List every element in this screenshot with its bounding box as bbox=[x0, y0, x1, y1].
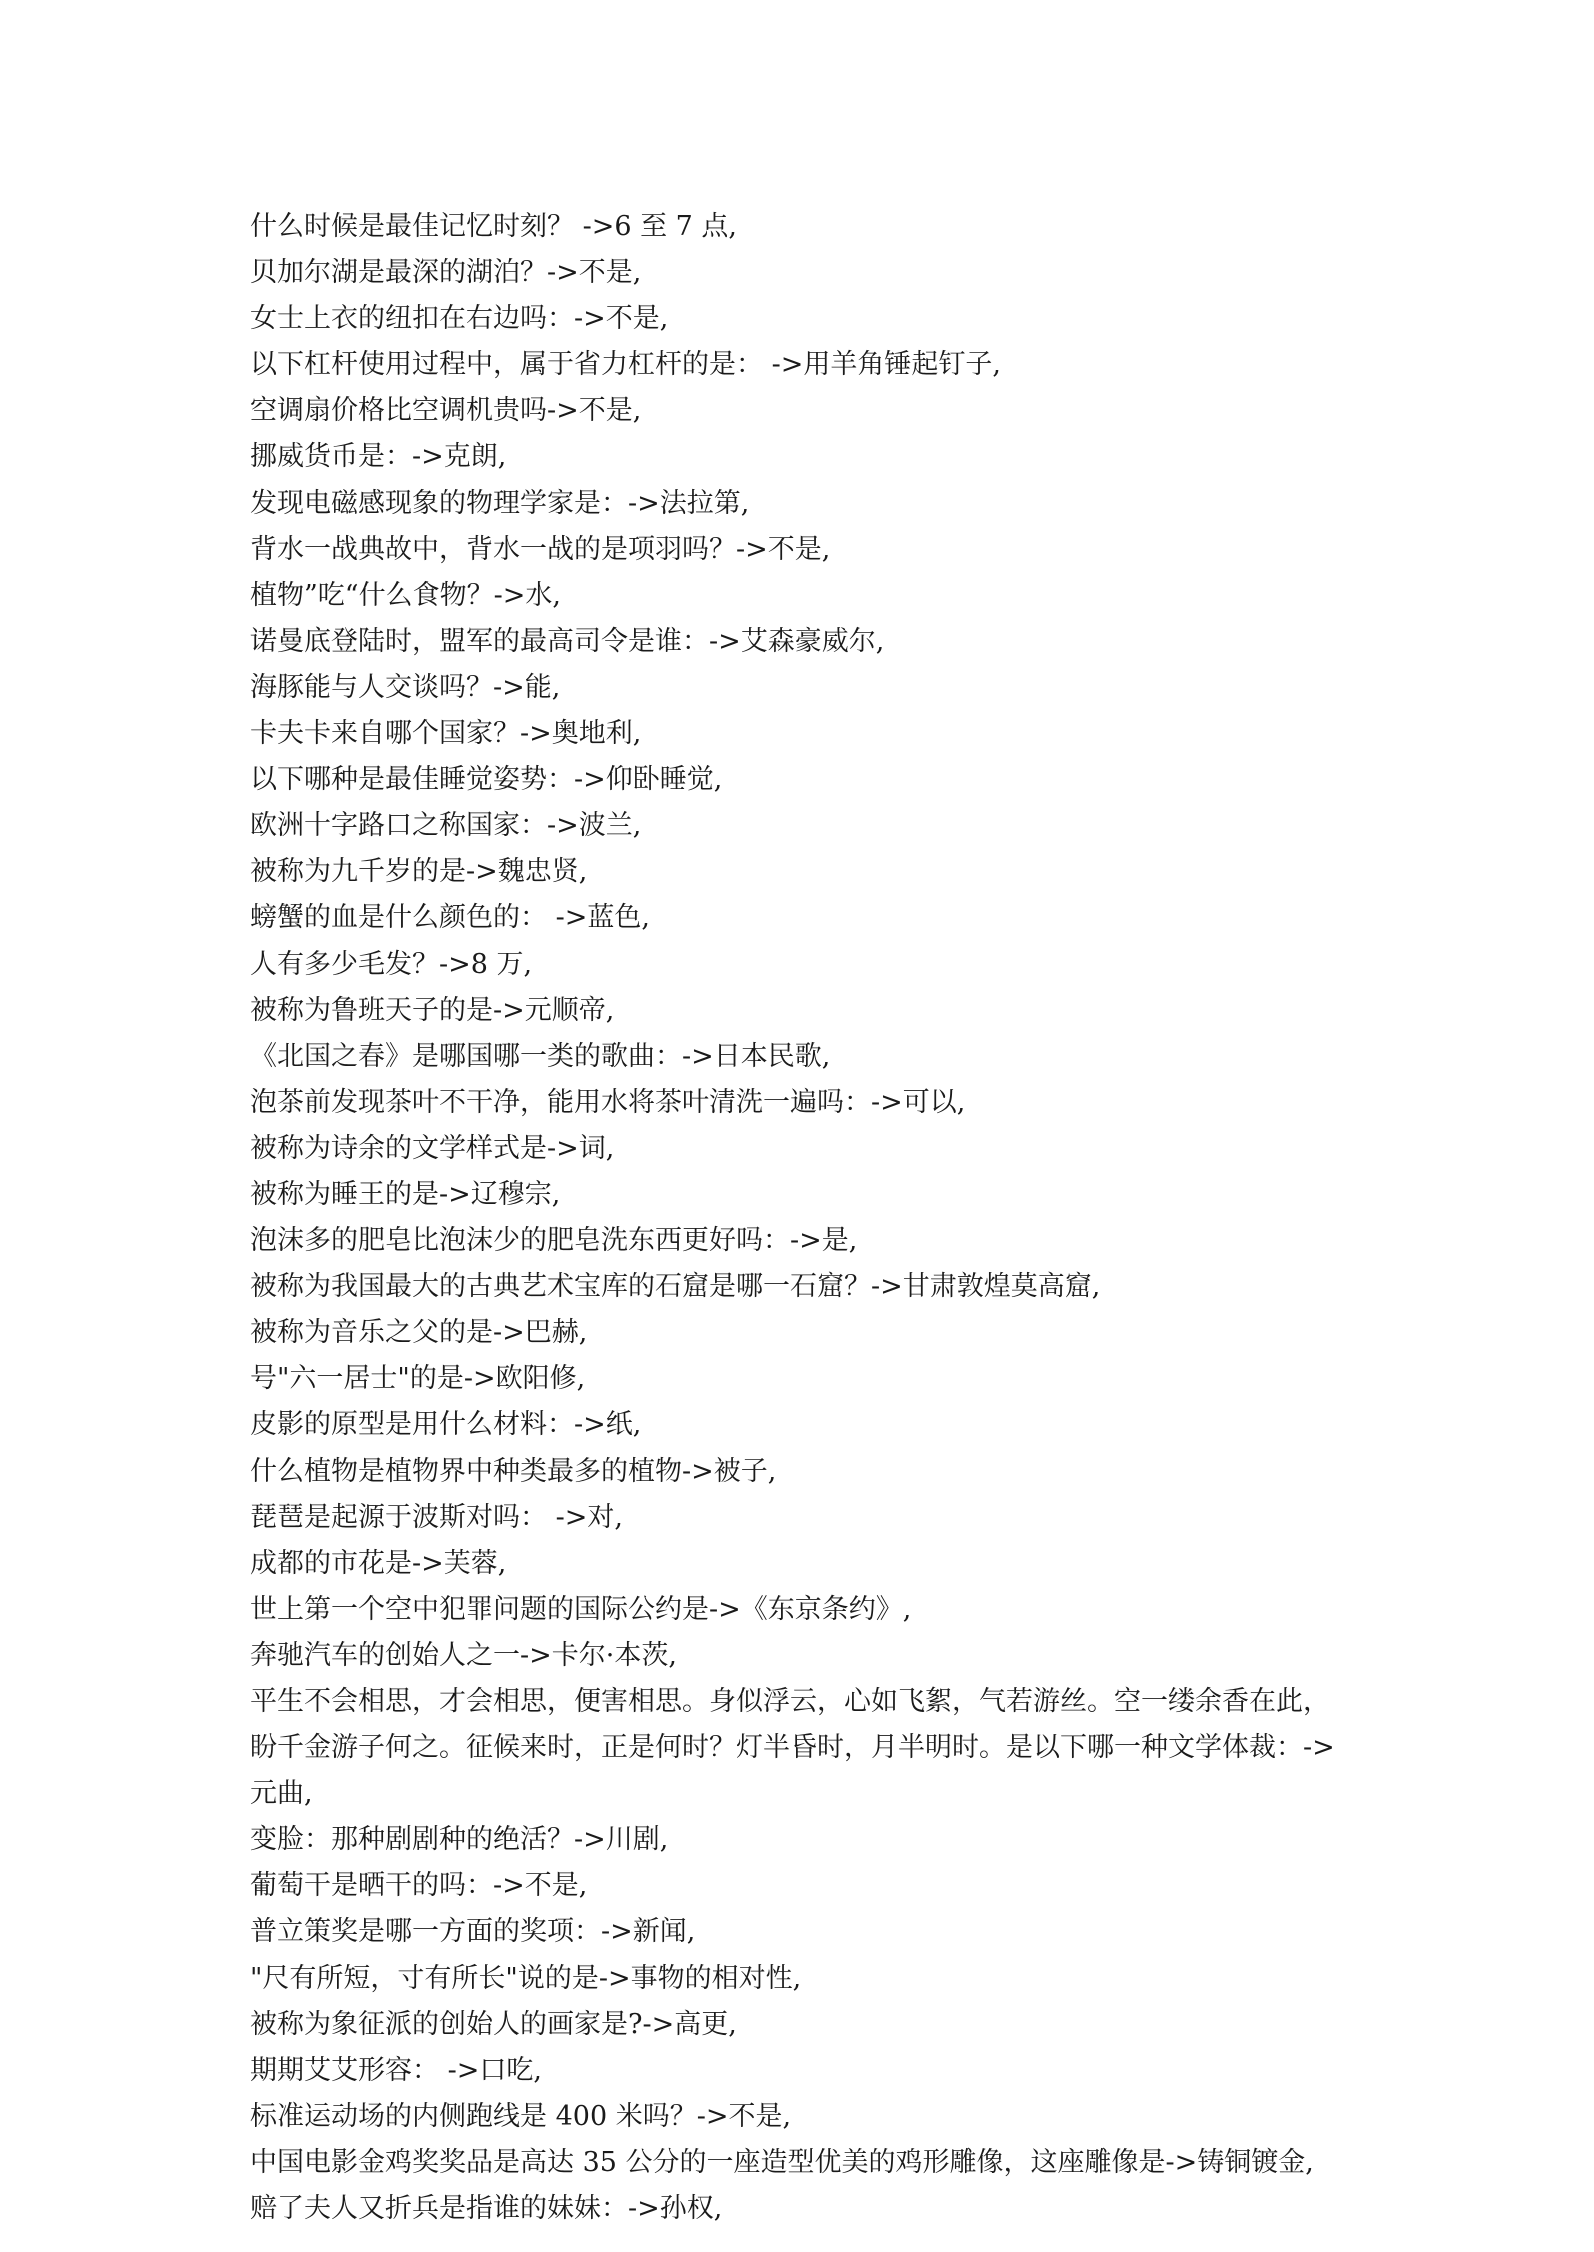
qa-line: 被称为诗余的文学样式是->词, bbox=[250, 1132, 615, 1164]
qa-line: 诺曼底登陆时，盟军的最高司令是谁：->艾森豪威尔, bbox=[250, 625, 885, 657]
qa-line: 被称为我国最大的古典艺术宝库的石窟是哪一石窟？->甘肃敦煌莫高窟, bbox=[250, 1271, 1101, 1303]
qa-line: 被称为九千岁的是->魏忠贤, bbox=[250, 856, 588, 888]
qa-line: 发现电磁感现象的物理学家是：->法拉第, bbox=[250, 487, 750, 519]
qa-line: 盼千金游子何之。征候来时，正是何时？灯半昏时，月半明时。是以下哪一种文学体裁：-> bbox=[250, 1732, 1335, 1764]
qa-line: 空调扇价格比空调机贵吗->不是, bbox=[250, 395, 642, 427]
qa-line: 世上第一个空中犯罪问题的国际公约是->《东京条约》, bbox=[250, 1593, 912, 1625]
qa-line: 被称为睡王的是->辽穆宗, bbox=[250, 1178, 561, 1210]
qa-line: 以下哪种是最佳睡觉姿势：->仰卧睡觉, bbox=[250, 764, 723, 796]
qa-line: 中国电影金鸡奖奖品是高达 35 公分的一座造型优美的鸡形雕像，这座雕像是->铸铜镀金, bbox=[250, 2146, 1314, 2178]
qa-line: 以下杠杆使用过程中，属于省力杠杆的是： ->用羊角锤起钉子, bbox=[250, 349, 1001, 381]
qa-line: 被称为鲁班天子的是->元顺帝, bbox=[250, 994, 615, 1026]
qa-line: 女士上衣的纽扣在右边吗：->不是, bbox=[250, 303, 669, 335]
qa-line: 赔了夫人又折兵是指谁的妹妹：->孙权, bbox=[250, 2193, 723, 2225]
qa-line: 《北国之春》是哪国哪一类的歌曲：->日本民歌, bbox=[250, 1040, 831, 1072]
qa-line: 变脸：那种剧剧种的绝活？->川剧, bbox=[250, 1824, 669, 1856]
qa-line: 皮影的原型是用什么材料：->纸, bbox=[250, 1409, 642, 1441]
qa-line: 海豚能与人交谈吗？->能, bbox=[250, 671, 561, 703]
qa-line: 葡萄干是晒干的吗：->不是, bbox=[250, 1870, 588, 1902]
qa-line: 什么时候是最佳记忆时刻？ ->6 至 7 点, bbox=[250, 211, 738, 242]
qa-line: "尺有所短，寸有所长"说的是->事物的相对性, bbox=[250, 1962, 802, 1994]
qa-line: 人有多少毛发？->8 万, bbox=[250, 948, 533, 980]
qa-list bbox=[250, 204, 1360, 2232]
qa-line: 背水一战典故中，背水一战的是项羽吗？->不是, bbox=[250, 533, 831, 565]
qa-line: 挪威货币是：->克朗, bbox=[250, 441, 507, 473]
qa-line: 号"六一居士"的是->欧阳修, bbox=[250, 1363, 586, 1395]
qa-line: 植物”吃“什么食物？->水, bbox=[250, 579, 561, 611]
qa-line: 平生不会相思，才会相思，便害相思。身似浮云，心如飞絮，气若游丝。空一缕余香在此， bbox=[250, 1686, 1330, 1717]
qa-line: 普立策奖是哪一方面的奖项：->新闻, bbox=[250, 1916, 696, 1948]
qa-line: 元曲, bbox=[250, 1778, 313, 1810]
qa-line: 卡夫卡来自哪个国家？->奥地利, bbox=[250, 718, 642, 750]
qa-line: 什么植物是植物界中种类最多的植物->被子, bbox=[250, 1455, 777, 1487]
qa-line: 标准运动场的内侧跑线是 400 米吗？->不是, bbox=[250, 2100, 792, 2132]
qa-line: 泡沫多的肥皂比泡沫少的肥皂洗东西更好吗：->是, bbox=[250, 1225, 858, 1257]
qa-line: 被称为音乐之父的是->巴赫, bbox=[250, 1317, 588, 1349]
qa-line: 螃蟹的血是什么颜色的： ->蓝色, bbox=[250, 902, 650, 934]
qa-line: 泡茶前发现茶叶不干净，能用水将茶叶清洗一遍吗：->可以, bbox=[250, 1086, 966, 1118]
qa-line: 琵琶是起源于波斯对吗： ->对, bbox=[250, 1501, 623, 1533]
qa-line: 欧洲十字路口之称国家：->波兰, bbox=[250, 810, 642, 842]
qa-line: 奔驰汽车的创始人之一->卡尔·本茨, bbox=[250, 1639, 677, 1671]
qa-line: 成都的市花是->芙蓉, bbox=[250, 1547, 507, 1579]
qa-line: 被称为象征派的创始人的画家是?->高更, bbox=[250, 2008, 737, 2040]
qa-line: 期期艾艾形容： ->口吃, bbox=[250, 2054, 542, 2086]
qa-line: 贝加尔湖是最深的湖泊？->不是, bbox=[250, 257, 642, 289]
